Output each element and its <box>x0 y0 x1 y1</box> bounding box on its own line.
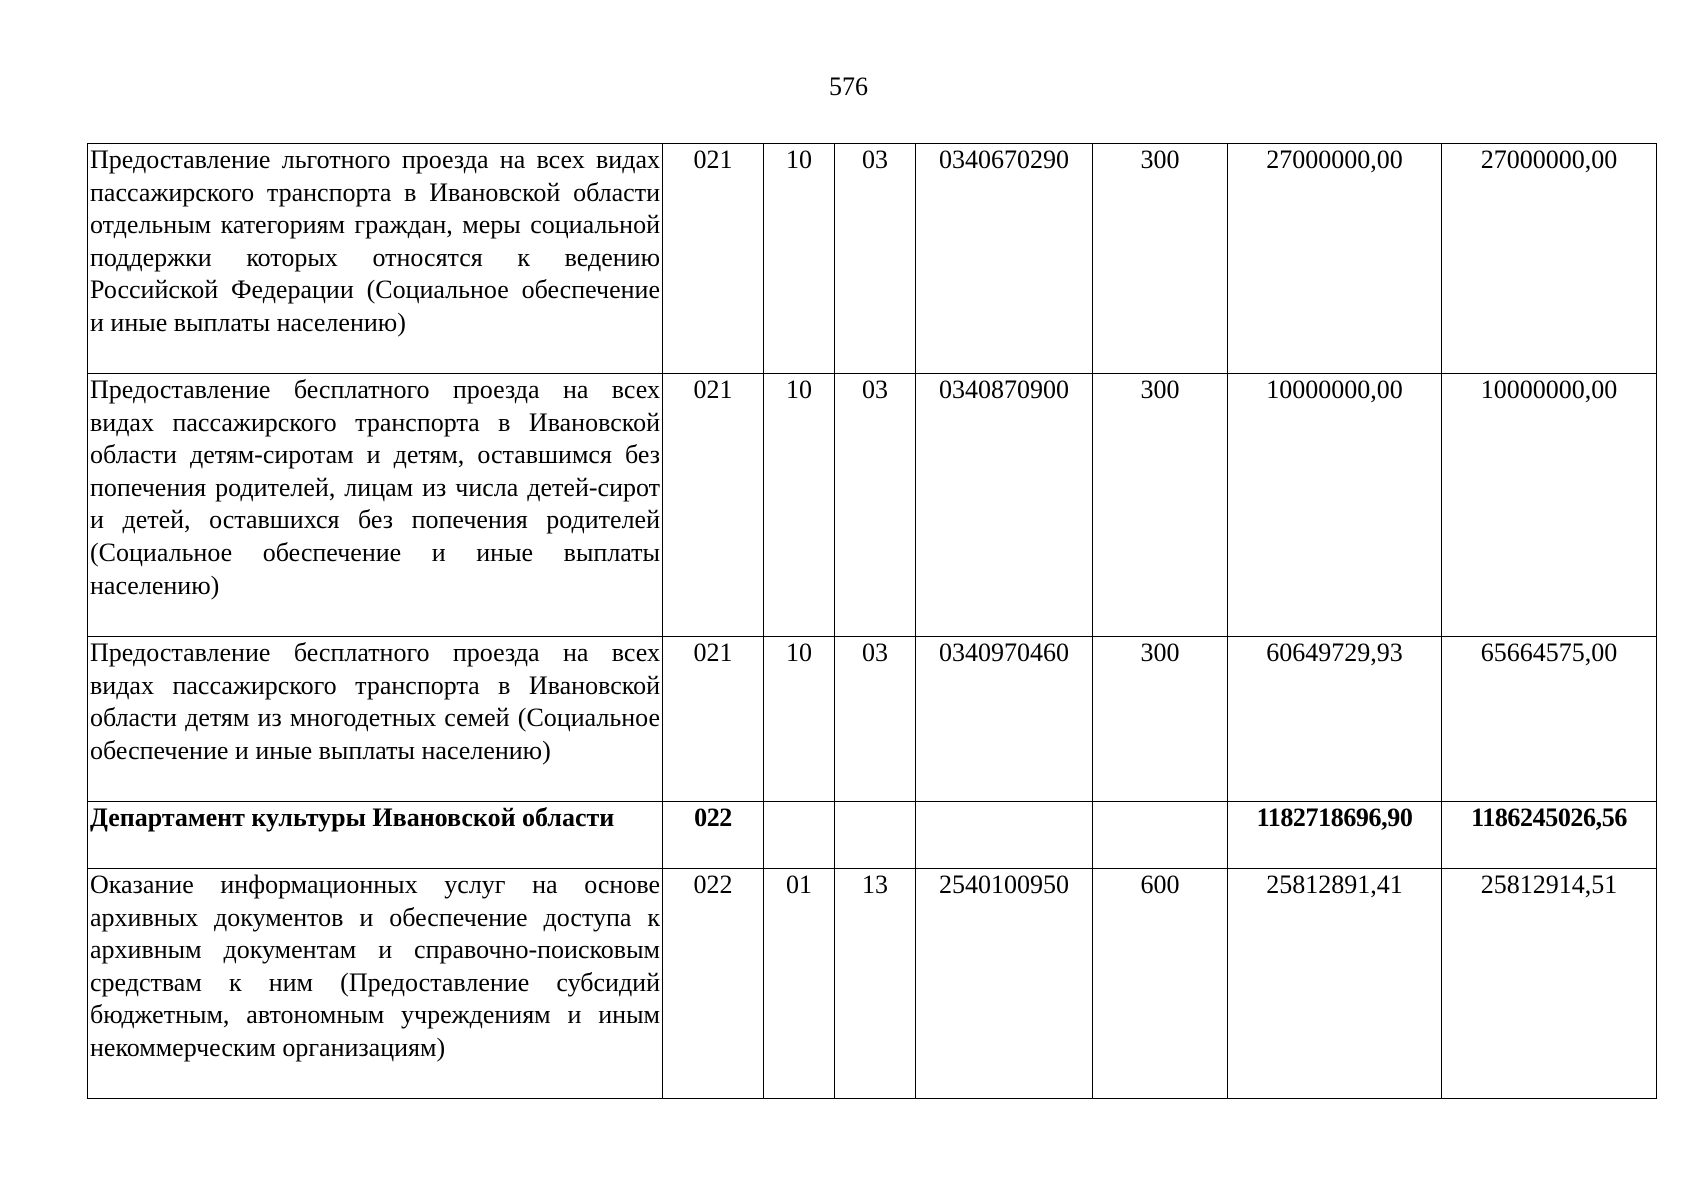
table-row <box>88 637 1657 802</box>
row-sum-2: 1186245026,56 <box>1442 802 1657 869</box>
row-description: Оказание информационных услуг на основе архивных документов и обеспечение доступа к архивным документам и справочно-поисковым средствам к ним (Предоставление субсидий бюджетным, автономным учреждениям и иным некоммерческим организациям) <box>88 869 663 1099</box>
row-gr-code: 022 <box>663 802 764 869</box>
budget-table-body <box>88 144 1657 1099</box>
row-pr-code: 03 <box>835 144 916 374</box>
row-gr-code: 021 <box>663 374 764 637</box>
table-row <box>88 144 1657 374</box>
budget-table <box>87 143 1657 1099</box>
row-vr-code <box>1093 802 1228 869</box>
table-row <box>88 869 1657 1099</box>
row-vr-code: 600 <box>1093 869 1228 1099</box>
row-gr-code: 021 <box>663 637 764 802</box>
row-description: Предоставление льготного проезда на всех видах пассажирского транспорта в Ивановской области отдельным категориям граждан, меры социальной поддержки которых относятся к ведению Российской Федерации (Социальное обеспечение и иные выплаты населению) <box>88 144 663 374</box>
row-sum-1: 27000000,00 <box>1228 144 1442 374</box>
row-csr-code: 0340970460 <box>916 637 1093 802</box>
row-csr-code: 2540100950 <box>916 869 1093 1099</box>
row-csr-code: 0340870900 <box>916 374 1093 637</box>
row-sum-2: 27000000,00 <box>1442 144 1657 374</box>
row-pr-code: 03 <box>835 374 916 637</box>
table-row-department <box>88 802 1657 869</box>
row-rz-code: 10 <box>764 637 835 802</box>
row-vr-code: 300 <box>1093 637 1228 802</box>
row-sum-1: 10000000,00 <box>1228 374 1442 637</box>
page-number: 576 <box>829 72 868 101</box>
row-rz-code: 10 <box>764 144 835 374</box>
row-pr-code: 03 <box>835 637 916 802</box>
row-vr-code: 300 <box>1093 374 1228 637</box>
row-sum-1: 60649729,93 <box>1228 637 1442 802</box>
row-sum-2: 25812914,51 <box>1442 869 1657 1099</box>
table-row <box>88 374 1657 637</box>
row-description: Департамент культуры Ивановской области <box>88 802 663 869</box>
row-sum-2: 10000000,00 <box>1442 374 1657 637</box>
row-sum-2: 65664575,00 <box>1442 637 1657 802</box>
row-rz-code: 01 <box>764 869 835 1099</box>
row-sum-1: 25812891,41 <box>1228 869 1442 1099</box>
row-rz-code <box>764 802 835 869</box>
row-gr-code: 022 <box>663 869 764 1099</box>
row-sum-1: 1182718696,90 <box>1228 802 1442 869</box>
row-description: Предоставление бесплатного проезда на всех видах пассажирского транспорта в Ивановской области детям-сиротам и детям, оставшимся без попечения родителей, лицам из числа детей-сирот и детей, оставшихся без попечения родителей (Социальное обеспечение и иные выплаты населению) <box>88 374 663 637</box>
row-pr-code: 13 <box>835 869 916 1099</box>
row-gr-code: 021 <box>663 144 764 374</box>
row-vr-code: 300 <box>1093 144 1228 374</box>
row-description: Предоставление бесплатного проезда на всех видах пассажирского транспорта в Ивановской области детям из многодетных семей (Социальное обеспечение и иные выплаты населению) <box>88 637 663 802</box>
row-pr-code <box>835 802 916 869</box>
row-csr-code: 0340670290 <box>916 144 1093 374</box>
row-csr-code <box>916 802 1093 869</box>
row-rz-code: 10 <box>764 374 835 637</box>
